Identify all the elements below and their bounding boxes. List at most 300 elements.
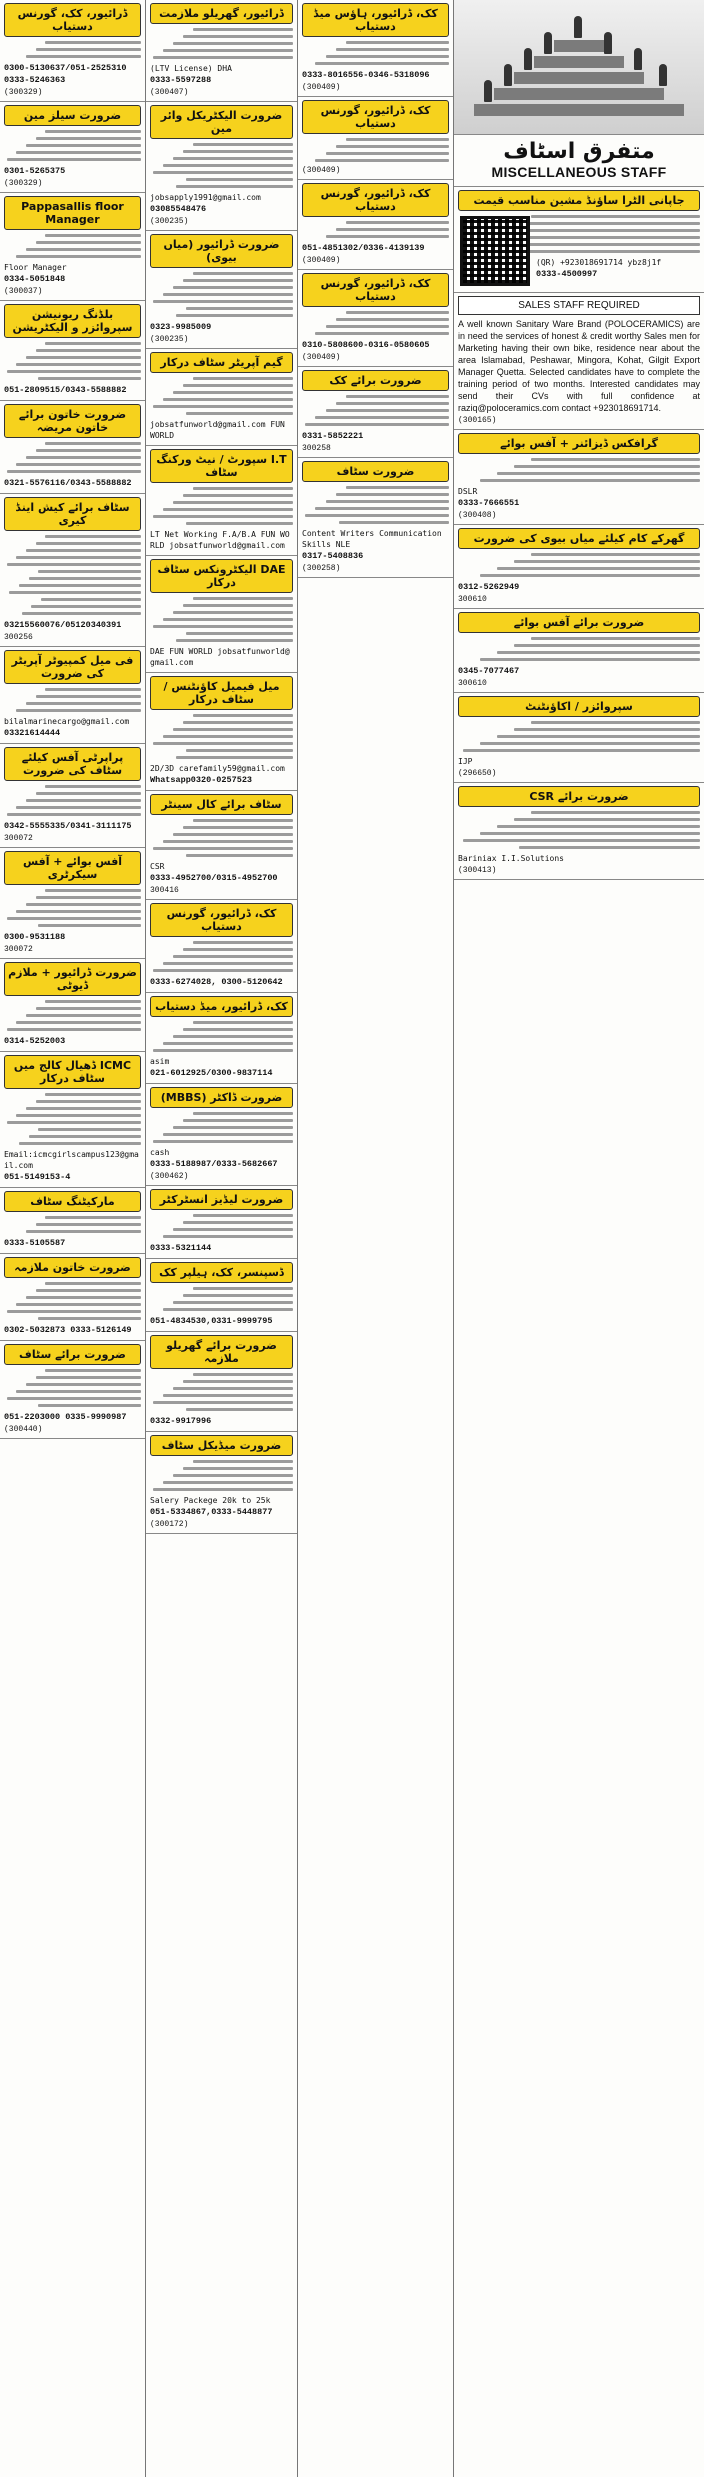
column-2 <box>146 0 298 2477</box>
classified-ad <box>298 367 453 458</box>
text-line <box>193 1373 293 1376</box>
classified-ad <box>0 959 145 1052</box>
text-line <box>183 604 293 607</box>
text-line <box>163 962 293 965</box>
ad-code: (300172) <box>150 1520 189 1529</box>
text-line <box>531 721 700 724</box>
classified-ad <box>454 525 704 609</box>
ad-body <box>302 311 449 335</box>
ad-body <box>150 377 293 415</box>
text-line <box>26 799 141 802</box>
ad-heading: ضرورت الیکٹریکل وائر مین <box>150 105 293 139</box>
text-line <box>497 825 700 828</box>
text-line <box>153 1488 293 1491</box>
text-line <box>41 598 141 601</box>
classified-ad <box>146 102 297 231</box>
ad-phone: 051-5334867,0333-5448877 <box>150 1507 273 1517</box>
classified-ad <box>454 430 704 525</box>
ad-heading: Pappasallis floor Manager <box>4 196 141 230</box>
ad-body <box>150 272 293 317</box>
text-line <box>183 948 293 951</box>
text-line <box>183 1221 293 1224</box>
ad-code: (300409) <box>302 353 341 362</box>
text-line <box>193 1214 293 1217</box>
text-line <box>45 535 141 538</box>
text-line <box>336 48 449 51</box>
ad-phone: 0317-5408836 <box>302 551 364 561</box>
ad-body <box>150 819 293 857</box>
text-line <box>336 493 449 496</box>
text-line <box>36 896 141 899</box>
ad-heading: ضرورت ڈاکٹر (MBBS) <box>150 1087 293 1108</box>
ad-phone: 0314-5252003 <box>4 1036 66 1046</box>
text-line <box>36 1289 141 1292</box>
ad-body <box>4 1282 141 1320</box>
ad-body <box>150 1373 293 1411</box>
ad-english-fragment: IJP <box>458 757 473 766</box>
ad-body <box>4 41 141 58</box>
ad-heading: سپروائزر / اکاؤنٹنٹ <box>458 696 700 717</box>
text-line <box>163 1235 293 1238</box>
text-line <box>326 235 449 238</box>
ad-body <box>150 1287 293 1311</box>
text-line <box>26 356 141 359</box>
text-line <box>7 1028 141 1031</box>
column-1 <box>0 0 146 2477</box>
text-line <box>183 826 293 829</box>
text-line <box>186 522 293 525</box>
ad-heading: ڈرائیور، کک، گورنس دستیاب <box>4 3 141 37</box>
ad-english-fragment: DSLR <box>458 487 478 496</box>
classified-ad <box>146 1432 297 1534</box>
text-line <box>163 735 293 738</box>
ad-heading: ضرورت برائے CSR <box>458 786 700 807</box>
text-line <box>173 1228 293 1231</box>
ad-phone: 0333-4500997 <box>536 269 598 279</box>
text-line <box>183 35 293 38</box>
ad-phone: 0323-9985009 <box>150 322 212 332</box>
classified-ad <box>146 1186 297 1259</box>
text-line <box>26 1230 141 1233</box>
classified-ad <box>0 494 145 647</box>
ad-heading: ضرورت خاتون برائے خاتون مریضہ <box>4 404 141 438</box>
text-line <box>29 577 141 580</box>
text-line <box>26 1014 141 1017</box>
ad-body <box>458 811 700 849</box>
text-line <box>480 832 700 835</box>
ad-body <box>4 130 141 161</box>
ad-phone: 021-6012925/0300-9837114 <box>150 1068 273 1078</box>
text-line <box>36 349 141 352</box>
ad-heading: کک، ڈرائیور، میڈ دستیاب <box>150 996 293 1017</box>
text-line <box>193 143 293 146</box>
text-line <box>463 749 700 752</box>
ad-body <box>4 1369 141 1407</box>
ad-phone: 051-4834530,0331-9999795 <box>150 1316 273 1326</box>
classified-ad <box>0 0 145 102</box>
text-line <box>7 370 141 373</box>
ad-phone: 0321-5576116/0343-5588882 <box>4 478 132 488</box>
text-line <box>26 456 141 459</box>
ad-body <box>4 342 141 380</box>
text-line <box>173 1126 293 1129</box>
ad-phone: 0301-5265375 <box>4 166 66 176</box>
text-line <box>31 605 141 608</box>
ad-code: (300235) <box>150 217 189 226</box>
ad-phone: 03321614444 <box>4 728 61 738</box>
text-line <box>514 465 700 468</box>
text-line <box>7 813 141 816</box>
classified-ad <box>0 647 145 744</box>
classified-ad <box>146 349 297 446</box>
text-line <box>7 917 141 920</box>
text-line <box>315 416 449 419</box>
text-line <box>45 1093 141 1096</box>
classified-ad <box>146 900 297 993</box>
text-line <box>163 840 293 843</box>
text-line <box>480 658 700 661</box>
text-line <box>176 314 293 317</box>
text-line <box>163 1308 293 1311</box>
ad-heading: مارکیٹنگ سٹاف <box>4 1191 141 1212</box>
ad-body <box>150 1460 293 1491</box>
text-line <box>16 806 141 809</box>
classified-ad <box>454 187 704 293</box>
text-line <box>26 1107 141 1110</box>
text-line <box>183 1467 293 1470</box>
text-line <box>193 1287 293 1290</box>
ad-heading: ڈسپنسر، کک، ہیلپر کک <box>150 1262 293 1283</box>
text-line <box>183 494 293 497</box>
ad-english-fragment: asim <box>150 1057 170 1066</box>
ad-body <box>458 721 700 752</box>
text-line <box>326 500 449 503</box>
classified-ad <box>0 1254 145 1341</box>
text-line <box>22 612 141 615</box>
classified-ad <box>0 1188 145 1254</box>
text-line <box>514 644 700 647</box>
ad-phone: 0333-6274028, 0300-5120642 <box>150 977 283 987</box>
text-line <box>16 709 141 712</box>
ad-heading: ضرورت برائے کک <box>302 370 449 391</box>
classified-ad <box>0 1052 145 1188</box>
ad-phone: 051-2809515/0343-5588882 <box>4 385 127 395</box>
text-line <box>346 395 449 398</box>
ad-body <box>4 688 141 712</box>
ad-body <box>302 138 449 162</box>
text-line <box>45 442 141 445</box>
ad-heading: بلڈنگ ریونیشن سپروائزر و الیکٹریشن <box>4 304 141 338</box>
ad-heading: ضرورت خاتون ملازمہ <box>4 1257 141 1278</box>
text-line <box>497 567 700 570</box>
text-line <box>497 651 700 654</box>
classified-ad <box>146 446 297 556</box>
text-line <box>336 228 449 231</box>
ad-phone: 0332-9917996 <box>150 1416 212 1426</box>
ad-body <box>4 1000 141 1031</box>
text-line <box>326 325 449 328</box>
ad-body <box>150 714 293 759</box>
text-line <box>173 611 293 614</box>
text-line <box>163 1133 293 1136</box>
ad-body <box>458 637 700 661</box>
text-line <box>9 591 141 594</box>
ad-code: (300329) <box>4 179 43 188</box>
text-line <box>336 318 449 321</box>
ad-phone: 03085548476 <box>150 204 207 214</box>
text-line <box>38 1128 141 1131</box>
ad-code: (300258) <box>302 564 341 573</box>
section-heading-urdu: متفرق اسٹاف <box>503 139 655 164</box>
ad-phone: 0334-5051848 <box>4 274 66 284</box>
ad-heading: ضرورت سیلز مین <box>4 105 141 126</box>
text-line <box>173 1301 293 1304</box>
ad-phone: 051-5149153-4 <box>4 1172 71 1182</box>
classified-ad <box>146 993 297 1084</box>
classified-ad <box>146 556 297 673</box>
ad-phone: 0342-5555335/0341-3111175 <box>4 821 132 831</box>
text-line <box>173 42 293 45</box>
text-line <box>7 1310 141 1313</box>
classified-ad <box>0 193 145 301</box>
classified-ad <box>298 97 453 180</box>
text-line <box>26 549 141 552</box>
ad-heading: کک، ڈرائیور، گورنس دستیاب <box>302 100 449 134</box>
text-line <box>153 405 293 408</box>
ad-english-fragment: (LTV License) DHA <box>150 64 232 73</box>
text-line <box>163 293 293 296</box>
ad-body <box>150 487 293 525</box>
text-line <box>339 521 449 524</box>
text-line <box>497 735 700 738</box>
ad-body <box>4 535 141 615</box>
ad-heading: ڈرائیور، گھریلو ملازمت <box>150 3 293 24</box>
ad-code: 300610 <box>458 679 487 688</box>
text-line <box>36 48 141 51</box>
text-line <box>36 695 141 698</box>
ad-code: 300256 <box>4 633 33 642</box>
classified-ad <box>146 1332 297 1432</box>
ad-heading: پراپرٹی آفس کیلئے سٹاف کی ضرورت <box>4 747 141 781</box>
ad-phone: 03215560076/05120340391 <box>4 620 122 630</box>
classified-ad <box>0 744 145 848</box>
text-line <box>16 1303 141 1306</box>
ad-code: (300409) <box>302 83 341 92</box>
text-line <box>26 144 141 147</box>
ad-code: (300413) <box>458 866 497 875</box>
text-line <box>193 1460 293 1463</box>
text-line <box>45 688 141 691</box>
text-line <box>153 847 293 850</box>
text-line <box>326 409 449 412</box>
ad-heading: ضرورت ڈرائیور + ملازم ڈیوٹی <box>4 962 141 996</box>
ad-body <box>4 889 141 927</box>
ad-heading: DAE الیکٹرونکس سٹاف درکار <box>150 559 293 593</box>
text-line <box>186 307 293 310</box>
text-line <box>514 818 700 821</box>
text-line <box>173 833 293 836</box>
ad-body <box>302 41 449 65</box>
text-line <box>7 1397 141 1400</box>
ad-phone: 0333-4952700/0315-4952700 <box>150 873 278 883</box>
ad-heading: ضرورت ڈرائیور (میاں بیوی) <box>150 234 293 268</box>
ad-body <box>150 1214 293 1238</box>
classified-ad <box>0 401 145 494</box>
ad-heading: ICMC ڈھیال کالج میں سٹاف درکار <box>4 1055 141 1089</box>
column-3 <box>298 0 454 2477</box>
text-line <box>163 508 293 511</box>
classified-ad <box>146 791 297 900</box>
classified-ad <box>0 301 145 401</box>
ad-heading: ضرورت میڈیکل سٹاف <box>150 1435 293 1456</box>
text-line <box>193 819 293 822</box>
ad-heading: فی میل کمپیوٹر آپریٹر کی ضرورت <box>4 650 141 684</box>
text-line <box>183 384 293 387</box>
ad-english-fragment: bilalmarinecargo@gmail.com <box>4 717 130 726</box>
text-line <box>346 41 449 44</box>
ad-english-text: A well known Sanitary Ware Brand (POLOCERAMICS) are in need the services of honest & credit worthy Sales men for Marketing having their own bike, residence near about the area Islamabad, Peshawar, Mingora, Kohat, Gilgit Export Manager Quetta. Selected candidates have to complete the training period of two months. Interested candidates may send their CVs with full confidence at raziq@poloceramics.com contact +923018691714. <box>458 319 700 413</box>
ad-phone: 0333-7666551 <box>458 498 520 508</box>
text-line <box>36 1376 141 1379</box>
text-line <box>7 158 141 161</box>
text-line <box>531 637 700 640</box>
text-line <box>463 839 700 842</box>
ad-code: 300072 <box>4 834 33 843</box>
text-line <box>193 1021 293 1024</box>
ad-code: (300407) <box>150 88 189 97</box>
ad-code: (300440) <box>4 1425 43 1434</box>
ad-english-fragment: Content Writers Communication Skills NLE <box>302 529 442 549</box>
ad-phone: 0310-5808600-0316-0580605 <box>302 340 430 350</box>
text-line <box>45 41 141 44</box>
ad-phone: 0300-9531188 <box>4 932 66 942</box>
text-line <box>193 714 293 717</box>
text-line <box>193 1112 293 1115</box>
ad-code: (300462) <box>150 1172 189 1181</box>
text-line <box>186 1408 293 1411</box>
text-line <box>183 1380 293 1383</box>
text-line <box>183 1294 293 1297</box>
text-line <box>183 1119 293 1122</box>
ad-heading: سٹاف برائے کیش اینڈ کیری <box>4 497 141 531</box>
classified-ad <box>298 270 453 367</box>
ad-heading: گرافکس ڈیزائنر + آفس بوائے <box>458 433 700 454</box>
ad-heading: آفس بوائے + آفس سیکرٹری <box>4 851 141 885</box>
classified-ad <box>146 1259 297 1332</box>
ad-phone: Whatsapp0320-0257523 <box>150 775 253 785</box>
classified-ad <box>454 293 704 430</box>
ad-heading: ضرورت برائے سٹاف <box>4 1344 141 1365</box>
ad-english-fragment: (QR) +923018691714 ybz8j1f <box>536 258 662 267</box>
text-line <box>19 584 141 587</box>
ad-heading: کک، ڈرائیور، گورنس دستیاب <box>302 273 449 307</box>
ad-english-fragment: DAE FUN WORLD jobsatfunworld@gmail.com <box>150 647 290 667</box>
text-line <box>173 391 293 394</box>
ad-code: (300165) <box>458 416 497 425</box>
text-line <box>315 332 449 335</box>
text-line <box>173 955 293 958</box>
ad-body <box>150 143 293 188</box>
ad-body <box>302 486 449 524</box>
ad-phone: 0333-5105587 <box>4 1238 66 1248</box>
text-line <box>531 553 700 556</box>
section-heading-english: MISCELLANEOUS STAFF <box>491 164 667 180</box>
ad-phone: 0331-5852221 <box>302 431 364 441</box>
text-line <box>153 969 293 972</box>
text-line <box>531 215 700 218</box>
text-line <box>163 1481 293 1484</box>
text-line <box>186 178 293 181</box>
ad-english-fragment: LT Net Working F.A/B.A FUN WORLD jobsatfunworld@gmail.com <box>150 530 290 550</box>
ad-body <box>4 442 141 473</box>
text-line <box>480 479 700 482</box>
text-line <box>193 377 293 380</box>
ad-english-fragment: jobsapply1991@gmail.com <box>150 193 261 202</box>
text-line <box>346 221 449 224</box>
text-line <box>163 1042 293 1045</box>
ad-code: (300329) <box>4 88 43 97</box>
ad-body <box>458 458 700 482</box>
text-line <box>7 563 141 566</box>
ad-code: (300037) <box>4 287 43 296</box>
text-line <box>480 574 700 577</box>
ad-heading: گیم آپریٹر سٹاف درکار <box>150 352 293 373</box>
classified-ad <box>298 458 453 578</box>
ad-code: 300610 <box>458 595 487 604</box>
text-line <box>186 854 293 857</box>
ad-heading: گھرکے کام کیلئے میاں بیوی کی ضرورت <box>458 528 700 549</box>
text-line <box>36 1007 141 1010</box>
ad-heading: ضرورت برائے آفس بوائے <box>458 612 700 633</box>
text-line <box>16 1021 141 1024</box>
text-line <box>153 56 293 59</box>
text-line <box>153 171 293 174</box>
text-line <box>173 1474 293 1477</box>
ad-heading: کک، ڈرائیور، گورنس دستیاب <box>302 183 449 217</box>
text-line <box>16 910 141 913</box>
text-line <box>16 151 141 154</box>
text-line <box>16 1390 141 1393</box>
text-line <box>38 1404 141 1407</box>
text-line <box>29 1135 141 1138</box>
ad-body <box>4 1216 141 1233</box>
ad-heading: ضرورت سٹاف <box>302 461 449 482</box>
classified-ad <box>0 102 145 193</box>
text-line <box>480 742 700 745</box>
ad-body <box>4 234 141 258</box>
text-line <box>193 272 293 275</box>
ad-english-fragment: 2D/3D carefamily59@gmail.com <box>150 764 285 773</box>
text-line <box>26 702 141 705</box>
text-line <box>315 159 449 162</box>
text-line <box>176 756 293 759</box>
ad-heading: جاپانی الٹرا ساؤنڈ مشین مناسب قیمت <box>458 190 700 211</box>
ad-phone: 051-4851302/0336-4139139 <box>302 243 425 253</box>
ad-heading: کک، ڈرائیور، ہاؤس میڈ دستیاب <box>302 3 449 37</box>
ad-body <box>4 785 141 816</box>
text-line <box>153 1401 293 1404</box>
ad-heading: SALES STAFF REQUIRED <box>458 296 700 315</box>
text-line <box>26 903 141 906</box>
text-line <box>336 402 449 405</box>
text-line <box>36 449 141 452</box>
ad-phone: 0345-7077467 <box>458 666 520 676</box>
text-line <box>16 1114 141 1117</box>
ad-english-fragment: CSR <box>150 862 165 871</box>
text-line <box>305 514 449 517</box>
ad-english-fragment: Salery Packege 20k to 25k <box>150 1496 271 1505</box>
text-line <box>183 1028 293 1031</box>
